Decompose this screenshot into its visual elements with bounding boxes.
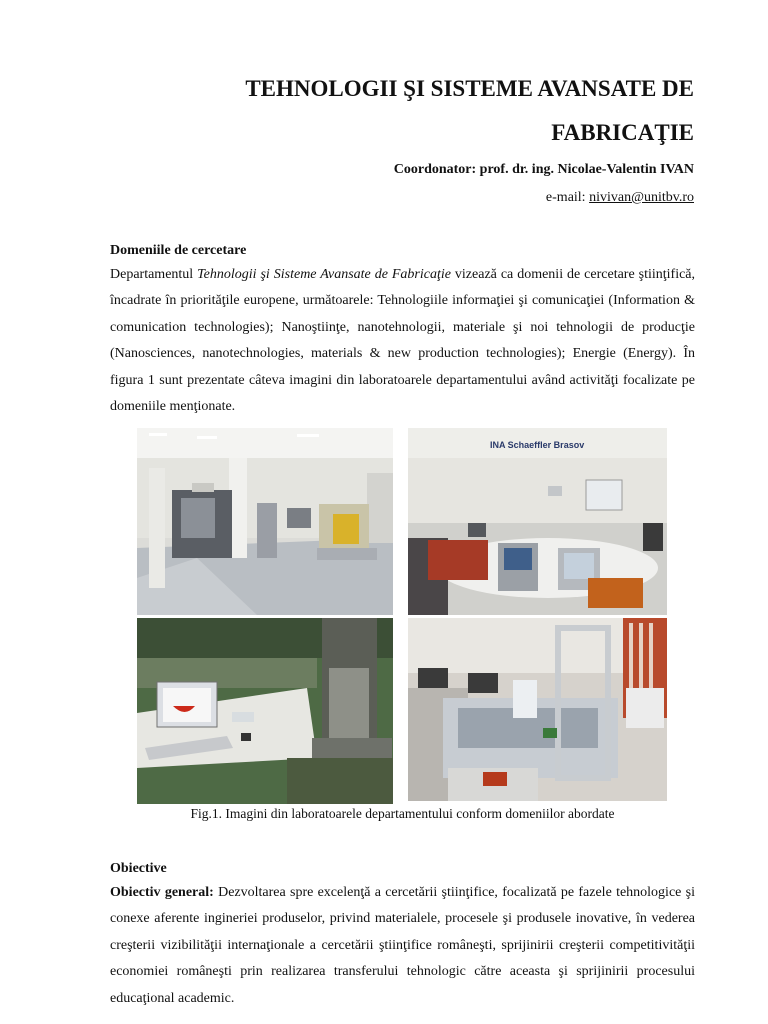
page-title-line-1: TEHNOLOGII ŞI SISTEME AVANSATE DE	[245, 76, 694, 101]
photo-automation-lab	[408, 618, 667, 801]
general-objective-paragraph	[110, 880, 695, 1012]
photo-testing-lab-laptop	[137, 618, 393, 804]
coordinator-line: Coordonator: prof. dr. ing. Nicolae-Valentin IVAN	[393, 162, 694, 177]
figure-caption: Fig.1. Imagini din laboratoarele departamentului conform domeniilor abordate	[190, 806, 615, 821]
general-objective-label: Obiectiv general:	[110, 885, 214, 900]
objectives-heading: Obiective	[110, 861, 167, 876]
lab-sign-text: INA Schaeffler Brasov	[490, 440, 585, 450]
research-domains-paragraph	[110, 262, 695, 420]
page-title-line-2: FABRICAŢIE	[551, 120, 694, 145]
email-label: e-mail:	[545, 190, 590, 205]
department-name: Tehnologii şi Sisteme Avansate de Fabricaţie	[197, 267, 451, 282]
paragraph-intro: Departamentul	[110, 267, 198, 282]
email-line	[546, 190, 694, 206]
general-objective-text: Dezvoltarea spre excelenţă a cercetării ştiinţifice, focalizată pe fazele tehnologice şi conexe aferente ingineriei produselor, privind materialele, procesele şi produsele inovative, în vederea creşterii vizibilităţii internaţionale a cercetării ştiinţifice româneşti, sprijinirii creşterii competitivităţii economiei româneşti prin realizarea transferului tehnologic către aceasta şi sprijinirii procesului educaţional academic.	[110, 885, 695, 1006]
research-domains-heading: Domeniile de cercetare	[110, 243, 247, 258]
photo-cnc-machining-lab	[137, 428, 393, 615]
paragraph-body: vizează ca domenii de cercetare ştiinţifică, încadrate în priorităţile europene, următoarele: Tehnologiile informaţiei şi comunicaţiei (Information & comunication technologies); Nanoştiinţe, nanotehnologii, materiale şi noi tehnologii de producţie (Nanosciences, nanotechnologies, materials & new production technologies); Energie (Energy). În figura 1 sunt prezentate câteva imagini din laboratoarele departamentului având activităţi focalizate pe domeniile menţionate.	[110, 267, 696, 415]
email-link[interactable]: nivivan@unitbv.ro	[589, 190, 694, 205]
photo-computer-lab	[408, 428, 667, 615]
